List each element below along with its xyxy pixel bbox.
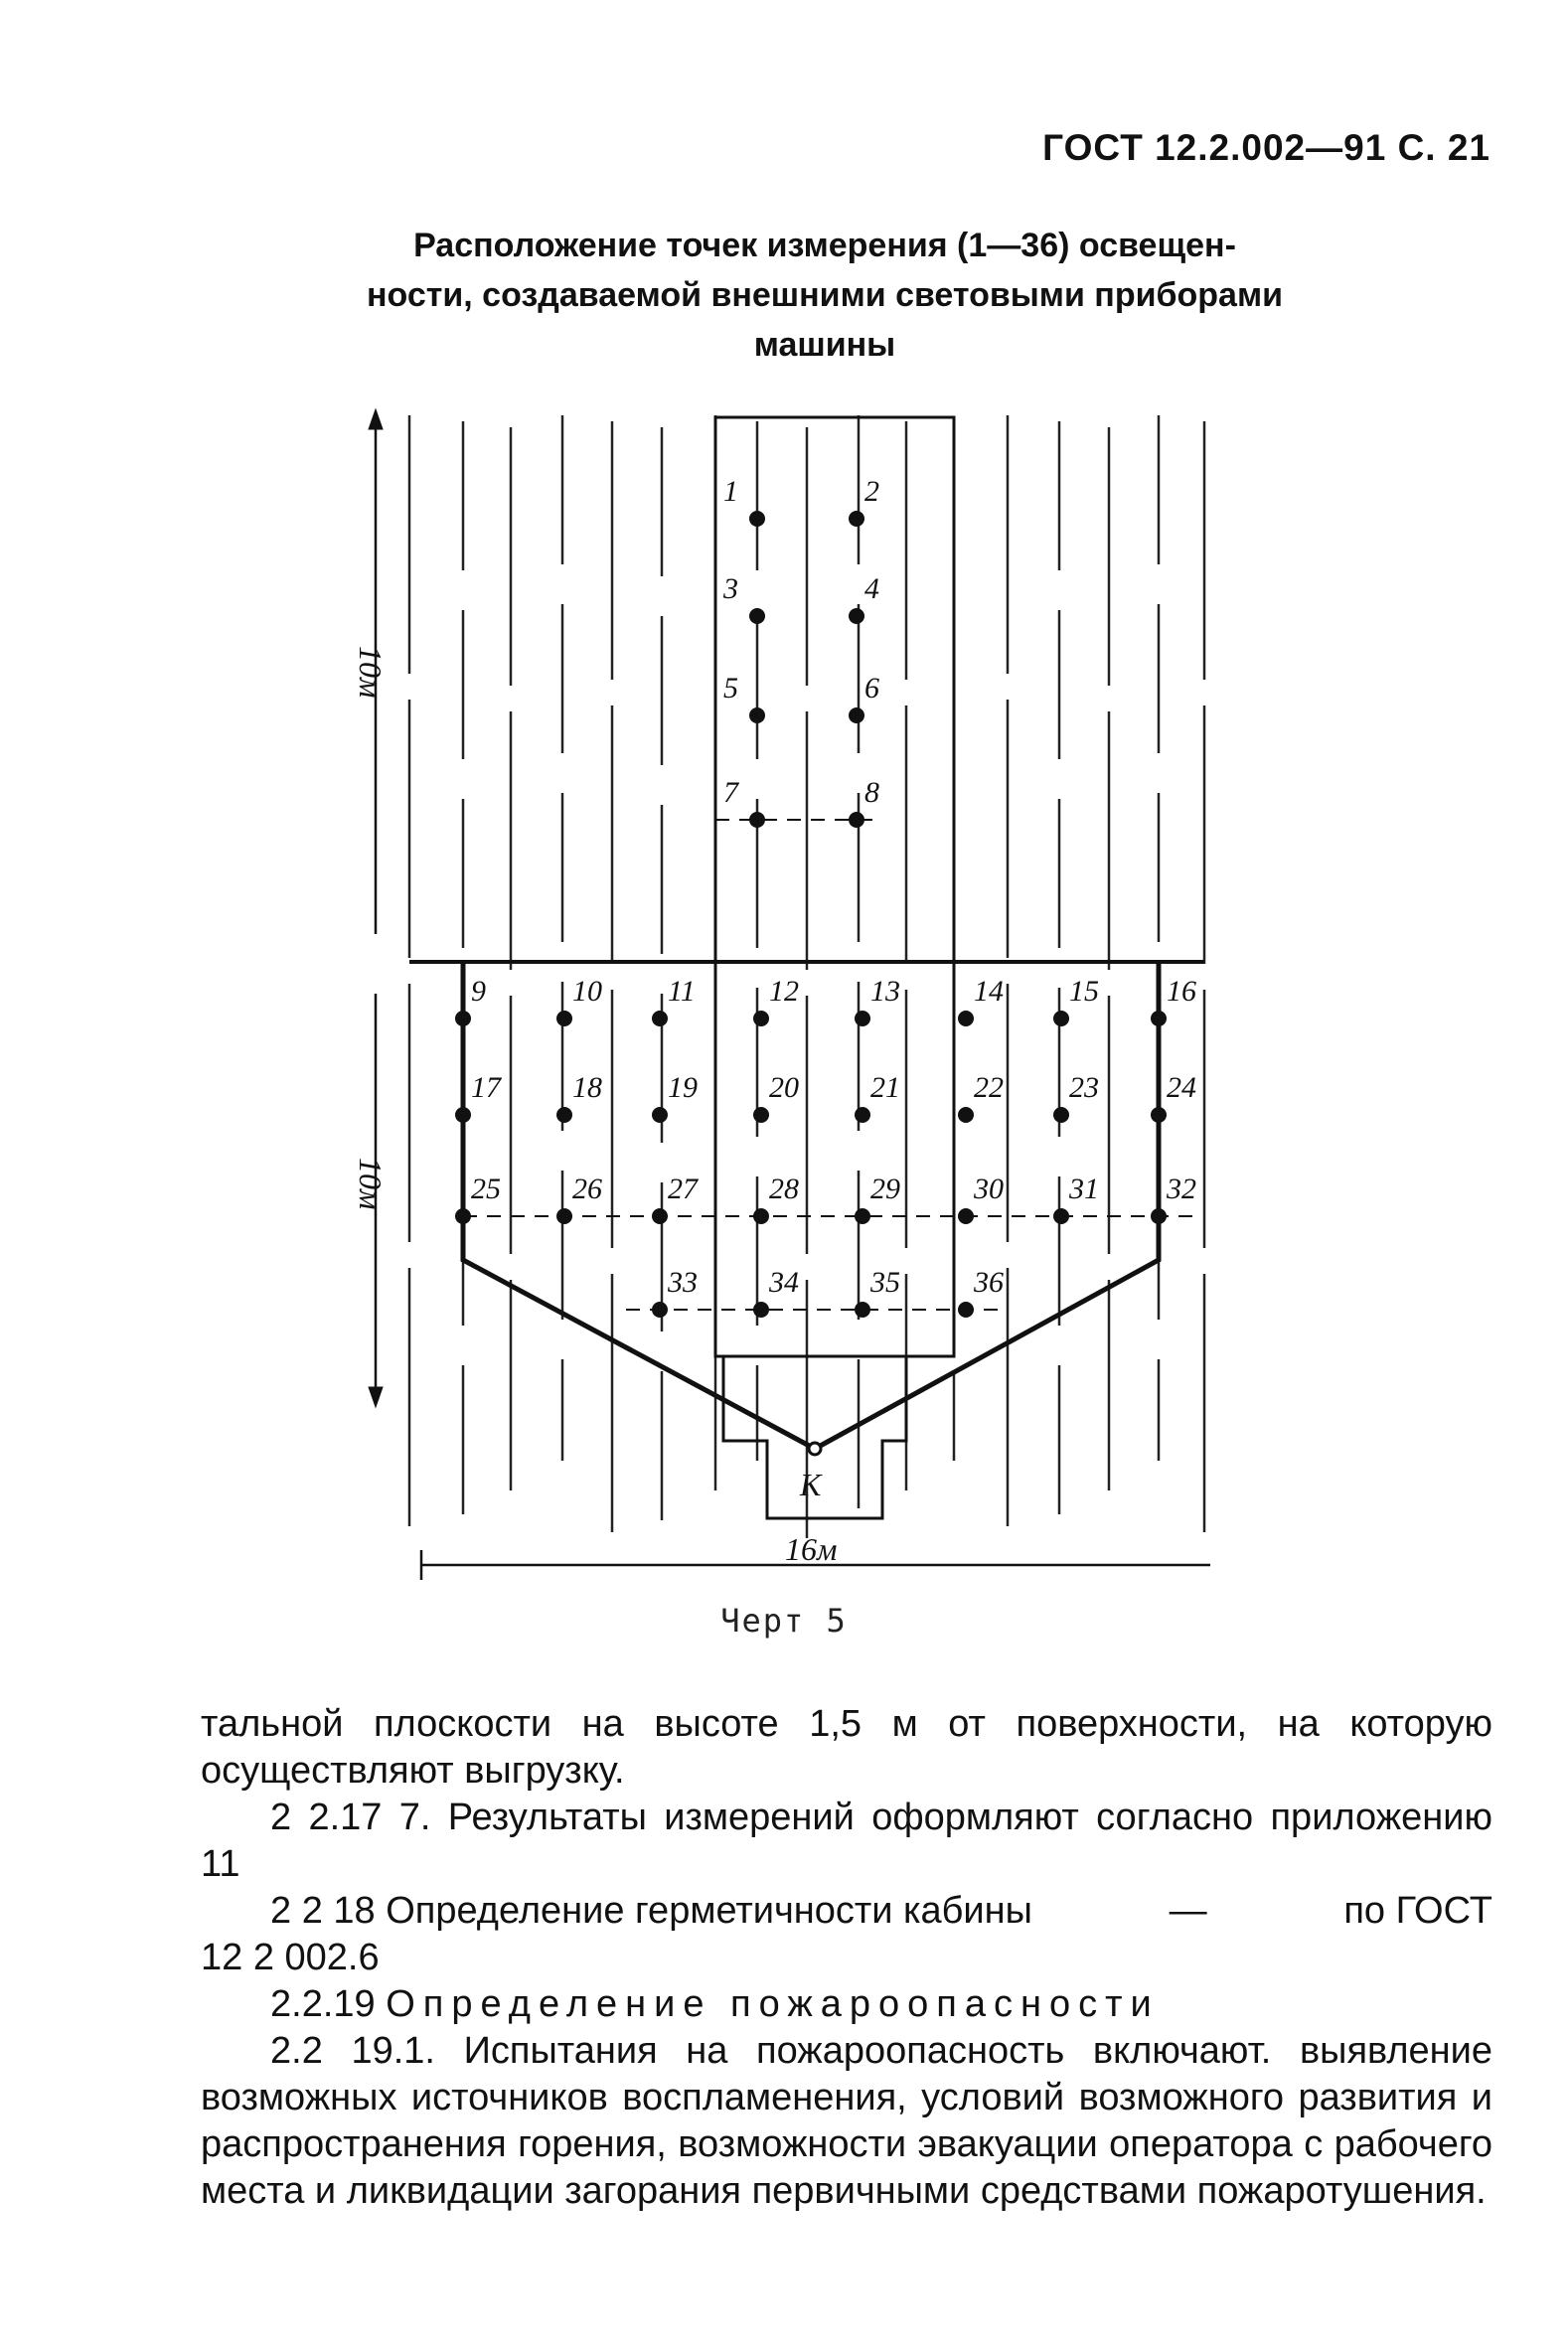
measurement-point-33 (652, 1302, 668, 1318)
measurement-points (455, 475, 1196, 1455)
measurement-point-11 (652, 1011, 668, 1026)
measurement-point-34 (753, 1302, 769, 1318)
dimension-label-bottom: 10м (353, 1158, 389, 1210)
section-title: Определение пожароопасности (386, 1983, 1160, 2025)
paragraph-2-2-18 (201, 1888, 1492, 1935)
point-label-2: 2 (864, 475, 879, 508)
point-label-20: 20 (769, 1071, 799, 1104)
arrow-down-icon (369, 1387, 383, 1407)
point-label-10: 10 (572, 975, 602, 1008)
caption-line-3: машины (753, 326, 896, 364)
point-label-35: 35 (870, 1266, 900, 1299)
measurement-point-15 (1053, 1011, 1069, 1026)
paragraph-2-2-17-7: 2 2.17 7. Результаты измерений оформляют согласно приложению 11 (201, 1797, 1492, 1885)
point-label-23: 23 (1069, 1071, 1099, 1104)
point-label-26: 26 (572, 1173, 602, 1205)
point-label-24: 24 (1167, 1071, 1196, 1104)
point-label-13: 13 (870, 975, 900, 1008)
measurement-point-6 (849, 707, 864, 723)
point-label-28: 28 (769, 1173, 799, 1205)
point-label-11: 11 (668, 975, 696, 1008)
point-label-30: 30 (974, 1173, 1004, 1205)
page-header: ГОСТ 12.2.002—91 С. 21 (1042, 127, 1490, 168)
caption-line-1: Расположение точек измерения (1—36) освещен- (413, 227, 1236, 264)
point-label-27: 27 (668, 1173, 698, 1205)
machine-point-marker (809, 1443, 821, 1455)
caption-line-2: ности, создаваемой внешними световыми приборами (366, 276, 1284, 314)
measurement-point-10 (556, 1011, 572, 1026)
measurement-point-30 (958, 1208, 974, 1224)
point-label-12: 12 (769, 975, 799, 1008)
measurement-point-14 (958, 1011, 974, 1026)
measurement-point-18 (556, 1107, 572, 1123)
paragraph-2-2-19-1: 2.2 19.1. Испытания на пожароопасность включают. выявление возможных источников воспламенения, условий возможного развития и распространения горения, возможности эвакуации оператора с рабочего места и ликвидации загорания первичными средствами пожаротушения. (201, 2030, 1492, 2212)
measurement-point-24 (1151, 1107, 1167, 1123)
point-label-15: 15 (1069, 975, 1099, 1008)
measurement-point-29 (855, 1208, 870, 1224)
dimension-label-width: 16м (785, 1531, 838, 1567)
measurement-point-2 (849, 511, 864, 527)
point-label-16: 16 (1167, 975, 1196, 1008)
point-label-36: 36 (974, 1266, 1004, 1299)
left-side-contour (463, 962, 815, 1449)
point-label-17: 17 (471, 1071, 501, 1104)
measurement-point-23 (1053, 1107, 1069, 1123)
measurement-point-16 (1151, 1011, 1167, 1026)
point-label-8: 8 (864, 776, 879, 809)
measurement-point-13 (855, 1011, 870, 1026)
arrow-up-icon (369, 409, 383, 429)
point-label-25: 25 (471, 1173, 501, 1205)
measurement-point-7 (749, 812, 765, 828)
point-label-32: 32 (1167, 1173, 1196, 1205)
measurement-point-12 (753, 1011, 769, 1026)
section-number: 2.2.19 (270, 1983, 376, 2025)
dashed-guides (463, 820, 1202, 1310)
measurement-point-1 (749, 511, 765, 527)
dimension-label-top: 10м (353, 646, 389, 699)
point-label-9: 9 (471, 975, 486, 1008)
point-label-14: 14 (974, 975, 1004, 1008)
para-2-2-18-right: по ГОСТ (1343, 1890, 1492, 1932)
measurement-point-5 (749, 707, 765, 723)
measurement-point-32 (1151, 1208, 1167, 1224)
machine-point-label: К (800, 1467, 822, 1502)
measurement-point-31 (1053, 1208, 1069, 1224)
point-label-18: 18 (572, 1071, 602, 1104)
para-2-2-18-dash: — (1169, 1890, 1207, 1932)
measurement-point-3 (749, 608, 765, 624)
measurement-point-27 (652, 1208, 668, 1224)
point-label-34: 34 (769, 1266, 799, 1299)
point-label-31: 31 (1069, 1173, 1099, 1205)
figure-label: Черт 5 (720, 1602, 848, 1640)
measurement-point-28 (753, 1208, 769, 1224)
point-label-4: 4 (864, 572, 879, 605)
paragraph-continuation: тальной плоскости на высоте 1,5 м от поверхности, на которую осуществляют выгрузку. (201, 1703, 1492, 1792)
measurement-point-8 (849, 812, 864, 828)
point-label-29: 29 (870, 1173, 900, 1205)
para-2-2-18-left: 2 2 18 Определение герметичности кабины (270, 1890, 1032, 1932)
point-label-3: 3 (723, 572, 738, 605)
point-label-7: 7 (723, 776, 738, 809)
point-label-6: 6 (864, 672, 879, 704)
measurement-point-25 (455, 1208, 471, 1224)
point-label-22: 22 (974, 1071, 1004, 1104)
measurement-point-36 (958, 1302, 974, 1318)
paragraph-2-2-18-continuation: 12 2 002.6 (201, 1937, 380, 1978)
measurement-point-22 (958, 1107, 974, 1123)
measurement-point-20 (753, 1107, 769, 1123)
point-label-1: 1 (723, 475, 738, 508)
section-heading-2-2-19 (201, 1981, 1492, 2028)
body-text (201, 1701, 1492, 2215)
point-label-5: 5 (723, 672, 738, 704)
measurement-point-21 (855, 1107, 870, 1123)
measurement-point-26 (556, 1208, 572, 1224)
point-label-21: 21 (870, 1071, 900, 1104)
measurement-point-9 (455, 1011, 471, 1026)
point-label-19: 19 (668, 1071, 698, 1104)
measurement-point-17 (455, 1107, 471, 1123)
measurement-point-4 (849, 608, 864, 624)
measurement-point-35 (855, 1302, 870, 1318)
measurement-point-19 (652, 1107, 668, 1123)
point-label-33: 33 (668, 1266, 698, 1299)
right-side-contour (815, 962, 1159, 1449)
